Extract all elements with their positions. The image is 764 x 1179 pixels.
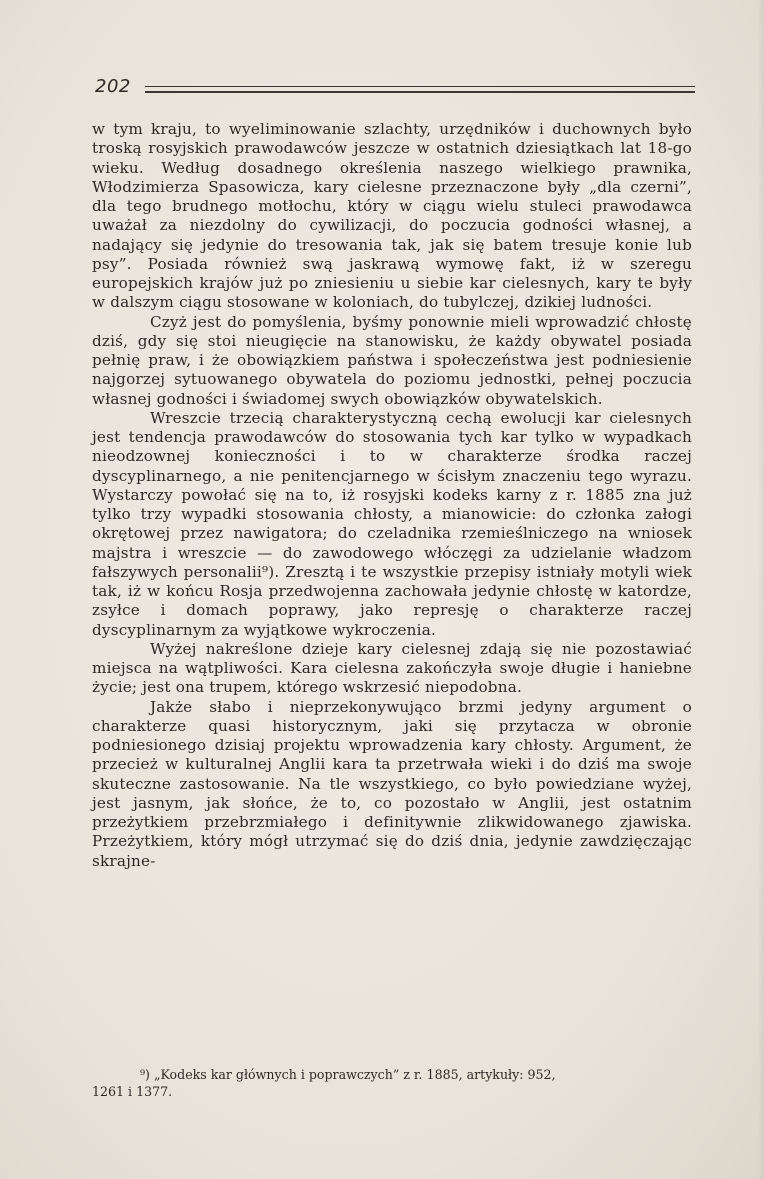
page-header	[95, 76, 695, 100]
footnote-line-2: 1261 i 1377.	[92, 1084, 173, 1099]
footnote	[92, 1066, 692, 1100]
page-number: 202	[95, 76, 131, 97]
paragraph-1: w tym kraju, to wyeliminowanie szlachty, urzędników i duchownych było troską rosyjskich prawodawców jeszcze w ostatnich dziesiątkach lat 18-go wieku. Według dosadnego określenia naszego wielkiego prawnika, Włodzimierza Spasowicza, kary cielesne przeznaczone były „dla czerni”, dla tego brudnego motłochu, który w ciągu wielu stuleci prawodawca uważał za niezdolny do cywilizacji, do poczucia godności własnej, a nadający się jedynie do tresowania tak, jak się batem tresuje konie lub psy”. Posiada również swą jaskrawą wymowę fakt, iż w szeregu europejskich krajów już po zniesieniu u siebie kar cielesnych, kary te były w dalszym ciągu stosowane w koloniach, do tubylczej, dzikiej ludności.	[92, 120, 692, 312]
paragraph-5: Jakże słabo i nieprzekonywująco brzmi jedyny argument o charakterze quasi historycznym, jaki się przytacza w obronie podniesionego dzisiaj projektu wprowadzenia kary chłosty. Argument, że przecież w kulturalnej Anglii kara ta przetrwała wieki i do dziś ma swoje skuteczne zastosowanie. Na tle wszystkiego, co było powiedziane wyżej, jest jasnym, jak słońce, że to, co pozostało w Anglii, jest ostatnim przeżytkiem przebrzmiałego i definitywnie zlikwidowanego zjawiska. Przeżytkiem, który mógł utrzymać się do dziś dnia, jedynie zawdzięczając skrajne-	[92, 697, 692, 870]
paragraph-4: Wyżej nakreślone dzieje kary cielesnej zdają się nie pozostawiać miejsca na wątpliwości. Kara cielesna zakończyła swoje długie i haniebne życie; jest ona trupem, którego wskrzesić niepodobna.	[92, 639, 692, 697]
main-text	[92, 120, 692, 871]
header-rule-top	[145, 86, 695, 87]
paragraph-2: Czyż jest do pomyślenia, byśmy ponownie mieli wprowadzić chłostę dziś, gdy się stoi nieugięcie na stanowisku, że każdy obywatel posiada pełnię praw, i że obowiązkiem państwa i społeczeństwa jest podniesienie najgorzej sytuowanego obywatela do poziomu jednostki, pełnej poczucia własnej godności i świadomej swych obowiązków obywatelskich.	[92, 312, 692, 408]
page-edge-shadow	[758, 0, 764, 1179]
footnote-line-1: ⁹) „Kodeks kar głównych i poprawczych” z r. 1885, artykuły: 952,	[140, 1067, 556, 1082]
header-rule-bottom	[145, 91, 695, 93]
paragraph-3: Wreszcie trzecią charakterystyczną cechą ewolucji kar cielesnych jest tendencja prawodawców do stosowania tych kar tylko w wypadkach nieodzownej konieczności i to w charakterze środka raczej dyscyplinarnego, a nie penitencjarnego w ścisłym znaczeniu tego wyrazu. Wystarczy powołać się na to, iż rosyjski kodeks karny z r. 1885 zna już tylko trzy wypadki stosowania chłosty, a mianowicie: do członka załogi okrętowej przez nawigatora; do czeladnika rzemieślniczego na wniosek majstra i wreszcie — do zawodowego włóczęgi za udzielanie władzom fałszywych personalii⁹). Zresztą i te wszystkie przepisy istniały motyli wiek tak, iż w końcu Rosja przedwojenna zachowała jedynie chłostę w katordze, zsyłce i domach poprawy, jako represję o charakterze raczej dyscyplinarnym za wyjątkowe wykroczenia.	[92, 408, 692, 639]
